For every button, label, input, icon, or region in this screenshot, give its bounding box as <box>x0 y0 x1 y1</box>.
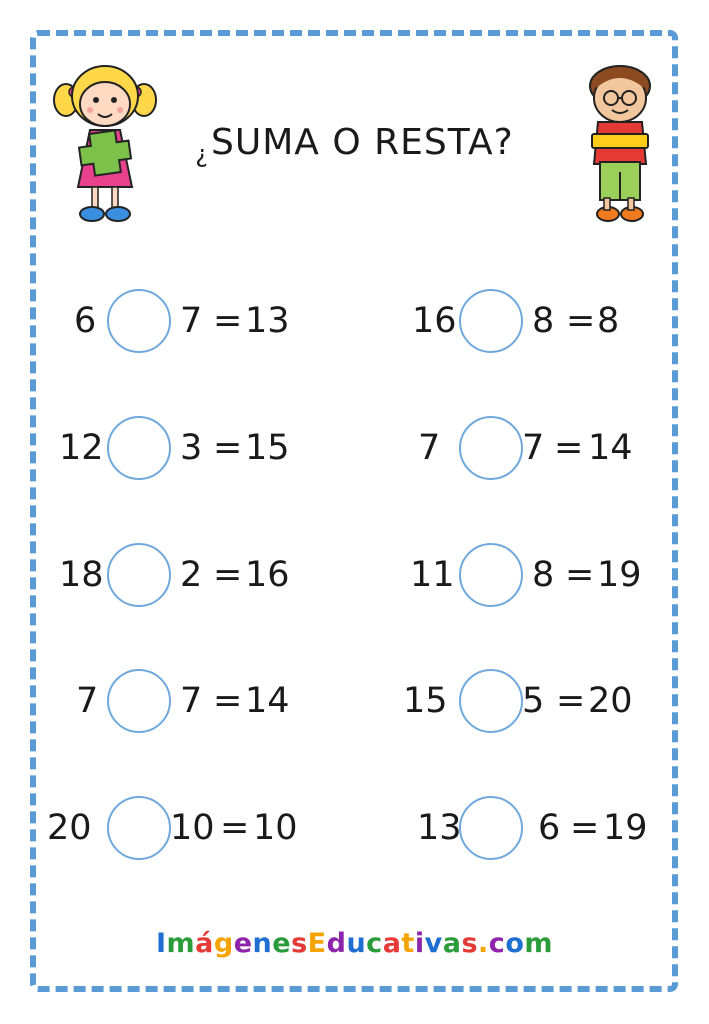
result: 16 <box>245 555 290 595</box>
equals-sign: = <box>556 681 586 721</box>
operator-answer-circle[interactable] <box>107 543 171 607</box>
logo-letter: I <box>155 928 167 959</box>
result: 15 <box>245 428 290 468</box>
result: 14 <box>588 428 633 468</box>
operand-a: 7 <box>418 428 441 468</box>
equals-sign: = <box>570 808 600 848</box>
operand-a: 12 <box>59 428 104 468</box>
logo-letter: s <box>291 928 308 959</box>
operand-b: 8 <box>532 555 555 595</box>
operator-answer-circle[interactable] <box>459 543 523 607</box>
operand-b: 6 <box>538 808 561 848</box>
logo-letter: g <box>213 928 234 959</box>
logo-letter: a <box>442 928 462 959</box>
equals-sign: = <box>565 555 595 595</box>
operator-answer-circle[interactable] <box>107 416 171 480</box>
equals-sign: = <box>213 301 243 341</box>
logo-letter: á <box>195 928 214 959</box>
logo-letter: d <box>326 928 347 959</box>
logo-letter: m <box>524 928 554 959</box>
operand-b: 3 <box>180 428 203 468</box>
title-text: SUMA O RESTA? <box>211 122 514 163</box>
operator-answer-circle[interactable] <box>107 796 171 860</box>
operand-b: 7 <box>180 301 203 341</box>
logo-letter: s <box>461 928 479 959</box>
equals-sign: = <box>566 301 596 341</box>
operand-a: 15 <box>403 681 448 721</box>
result: 20 <box>588 681 633 721</box>
logo-letter: o <box>505 928 525 959</box>
operand-a: 7 <box>76 681 99 721</box>
logo-letter: c <box>488 928 506 959</box>
equals-sign: = <box>220 808 250 848</box>
operand-b: 2 <box>180 555 203 595</box>
page-title <box>0 122 709 168</box>
operand-a: 18 <box>59 555 104 595</box>
logo-letter: a <box>382 928 402 959</box>
title-prefix: ¿ <box>195 140 210 168</box>
operand-a: 20 <box>47 808 92 848</box>
operator-answer-circle[interactable] <box>459 669 523 733</box>
operand-b: 7 <box>522 428 545 468</box>
operand-a: 16 <box>412 301 457 341</box>
result: 13 <box>245 301 290 341</box>
operator-answer-circle[interactable] <box>459 416 523 480</box>
operand-b: 5 <box>522 681 545 721</box>
operator-answer-circle[interactable] <box>107 669 171 733</box>
operand-b: 8 <box>532 301 555 341</box>
operator-answer-circle[interactable] <box>459 289 523 353</box>
logo-letter: v <box>424 928 443 959</box>
logo-letter: i <box>414 928 425 959</box>
operand-b: 10 <box>170 808 215 848</box>
logo-letter: t <box>401 928 415 959</box>
result: 19 <box>603 808 648 848</box>
logo-letter: u <box>346 928 367 959</box>
operand-a: 13 <box>417 808 462 848</box>
equals-sign: = <box>213 681 243 721</box>
result: 8 <box>597 301 620 341</box>
operand-b: 7 <box>180 681 203 721</box>
result: 14 <box>245 681 290 721</box>
operator-answer-circle[interactable] <box>459 796 523 860</box>
equals-sign: = <box>554 428 584 468</box>
logo-letter: c <box>366 928 383 959</box>
logo-letter: E <box>307 928 327 959</box>
operator-answer-circle[interactable] <box>107 289 171 353</box>
operand-a: 6 <box>74 301 97 341</box>
site-logo-text <box>0 928 709 959</box>
logo-letter: e <box>233 928 253 959</box>
operand-a: 11 <box>410 555 455 595</box>
result: 19 <box>597 555 642 595</box>
equals-sign: = <box>213 428 243 468</box>
logo-letter: m <box>166 928 196 959</box>
equals-sign: = <box>213 555 243 595</box>
logo-letter: . <box>478 928 489 959</box>
logo-letter: n <box>252 928 273 959</box>
logo-letter: e <box>272 928 292 959</box>
result: 10 <box>253 808 298 848</box>
